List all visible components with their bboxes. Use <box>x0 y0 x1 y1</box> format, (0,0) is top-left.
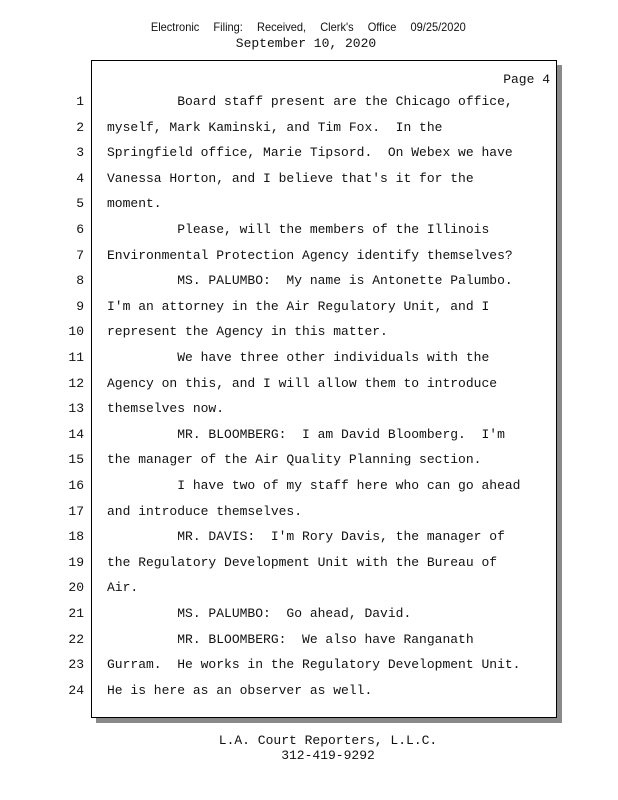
reporter-phone: 312-419-9292 <box>281 748 375 763</box>
filing-stamp-word: Received, <box>256 20 307 34</box>
transcript-line: Environmental Protection Agency identify themselves? <box>107 247 513 263</box>
transcript-line: MS. PALUMBO: Go ahead, David. <box>107 606 412 621</box>
line-number: 21 <box>68 606 84 621</box>
line-number: 15 <box>68 452 84 468</box>
line-number: 1 <box>76 94 84 109</box>
transcript-line: Air. <box>107 580 139 596</box>
transcript-line: themselves now. <box>107 401 225 417</box>
line-number: 10 <box>68 324 84 340</box>
transcript-line: represent the Agency in this matter. <box>107 324 388 340</box>
transcript-line: and introduce themselves. <box>107 503 303 519</box>
transcript-line: MS. PALUMBO: My name is Antonette Palumbo. <box>107 273 513 289</box>
line-number: 14 <box>68 426 84 442</box>
transcript-line: I have two of my staff here who can go ahead <box>107 478 521 493</box>
transcript-line: Please, will the members of the Illinois <box>107 222 490 237</box>
transcript-line: I'm an attorney in the Air Regulatory Unit, and I <box>107 298 490 314</box>
filing-stamp <box>24 20 593 34</box>
filing-stamp-date: 09/25/2020 <box>410 20 466 34</box>
transcript-line: Agency on this, and I will allow them to introduce <box>107 375 498 391</box>
transcript-line: MR. DAVIS: I'm Rory Davis, the manager of <box>107 529 505 545</box>
line-number: 9 <box>76 298 84 314</box>
line-number: 20 <box>68 580 84 596</box>
line-number: 22 <box>68 631 84 647</box>
filing-stamp-word: Clerk's <box>320 20 354 34</box>
line-number: 7 <box>76 247 84 263</box>
line-number: 23 <box>68 657 84 673</box>
transcript-line: Gurram. He works in the Regulatory Development Unit. <box>107 657 521 673</box>
transcript-line: myself, Mark Kaminski, and Tim Fox. In the <box>107 119 443 135</box>
hearing-date: September 10, 2020 <box>235 36 377 51</box>
line-number: 2 <box>76 119 84 135</box>
filing-stamp-word: Electronic <box>150 20 200 34</box>
line-number: 24 <box>68 682 84 698</box>
filing-stamp-word: Filing: <box>213 20 243 34</box>
transcript-line: the manager of the Air Quality Planning section. <box>107 452 482 468</box>
line-number: 6 <box>76 222 84 237</box>
line-number: 18 <box>68 529 84 545</box>
line-number: 13 <box>68 401 84 417</box>
transcript-line: moment. <box>107 196 162 212</box>
line-number: 3 <box>76 145 84 161</box>
line-number: 4 <box>76 170 84 186</box>
line-number: 16 <box>68 478 84 493</box>
transcript-line: Vanessa Horton, and I believe that's it for the <box>107 170 474 186</box>
line-number: 17 <box>68 503 84 519</box>
page-number: Page 4 <box>503 72 550 87</box>
transcript-line: Springfield office, Marie Tipsord. On Webex we have <box>107 145 513 161</box>
line-number: 5 <box>76 196 84 212</box>
line-number: 8 <box>76 273 84 289</box>
transcript-line: Board staff present are the Chicago office, <box>107 94 513 109</box>
transcript-line: the Regulatory Development Unit with the Bureau of <box>107 554 498 570</box>
line-number: 11 <box>68 350 84 365</box>
line-number: 19 <box>68 554 84 570</box>
transcript-line: MR. BLOOMBERG: I am David Bloomberg. I'm <box>107 426 505 442</box>
transcript-line: He is here as an observer as well. <box>107 682 373 698</box>
reporter-company: L.A. Court Reporters, L.L.C. <box>218 733 438 748</box>
transcript-line: We have three other individuals with the <box>107 350 490 365</box>
transcript-line: MR. BLOOMBERG: We also have Ranganath <box>107 631 474 647</box>
line-number: 12 <box>68 375 84 391</box>
filing-stamp-word: Office <box>367 20 397 34</box>
